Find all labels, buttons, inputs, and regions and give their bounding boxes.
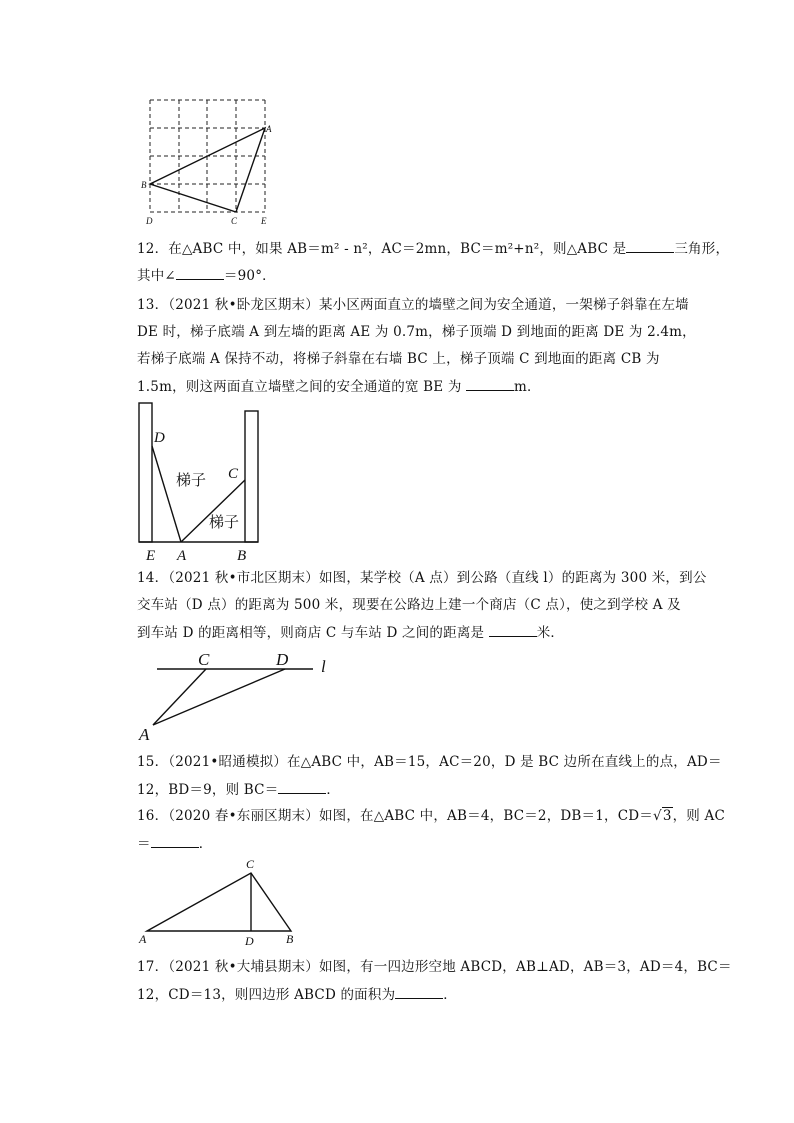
q13-text-4: 1.5m，则这两面直立墙壁之间的安全通道的宽 BE 为 xyxy=(137,379,462,395)
q14-text-1: 14．（2021 秋•市北区期末）如图，某学校（A 点）到公路（直线 l）的距离为 300 米，到公 xyxy=(137,570,707,586)
q16-text-2: ＝ xyxy=(137,836,151,852)
q16-answer-blank[interactable] xyxy=(151,833,199,848)
q16-line-2 xyxy=(137,833,697,854)
q17-text-1: 17．（2021 秋•大埔县期末）如图，有一四边形空地 ABCD，AB⊥AD，AB＝3，AD＝4，BC＝ xyxy=(137,959,732,975)
q17-answer-blank[interactable] xyxy=(395,984,443,999)
q13-text-1: 13．（2021 秋•卧龙区期末）某小区两面直立的墙壁之间为安全通道，一架梯子斜靠在左墙 xyxy=(137,297,689,313)
q12-line-1 xyxy=(137,238,730,259)
q13-text-3: 若梯子底端 A 保持不动，将梯子斜靠在右墙 BC 上，梯子顶端 C 到地面的距离 CB 为 xyxy=(137,351,660,367)
label-c: C xyxy=(231,216,238,226)
label-ladder-1: 梯子 xyxy=(176,471,207,489)
label-d: D xyxy=(154,430,165,446)
q15-line-1 xyxy=(137,752,722,772)
q13-text-4-end: m． xyxy=(514,379,541,395)
triangle-abc-figure xyxy=(135,855,305,950)
label-e: E xyxy=(261,216,267,226)
label-e: E xyxy=(146,548,156,564)
label-c: C xyxy=(198,650,210,669)
q13-line-4 xyxy=(137,376,697,397)
label-a: A xyxy=(177,548,187,564)
q13-text-2: DE 时，梯子底端 A 到左墙的距离 AE 为 0.7m，梯子顶端 D 到地面的距离 DE 为 2.4m， xyxy=(137,324,696,340)
right-wall xyxy=(245,411,258,542)
q16-text-1: 16．（2020 春•东丽区期末）如图，在△ABC 中，AB＝4，BC＝2，DB＝1，CD＝ xyxy=(137,808,653,824)
label-l: l xyxy=(321,657,326,676)
q15-text-2: 12，BD＝9，则 BC＝ xyxy=(137,782,279,798)
label-b: B xyxy=(141,180,147,190)
q13-answer-blank[interactable] xyxy=(466,376,514,391)
ladder-walls-figure xyxy=(135,400,275,565)
q14-line-2 xyxy=(137,595,697,615)
sqrt-three xyxy=(653,806,673,826)
ladder-left xyxy=(152,446,181,542)
q15-line-2 xyxy=(137,779,697,800)
label-c: C xyxy=(246,857,255,871)
segment-ac xyxy=(153,669,206,725)
q17-text-2-end: ． xyxy=(443,987,457,1003)
label-a: A xyxy=(139,725,150,744)
ladder-right xyxy=(181,480,245,542)
q14-text-3-end: 米． xyxy=(536,625,565,641)
label-a: A xyxy=(266,124,272,134)
label-b: B xyxy=(237,548,247,564)
q13-line-2 xyxy=(137,322,697,342)
grid-triangle-figure xyxy=(140,95,275,230)
q15-text-2-end: ． xyxy=(326,782,341,798)
q16-line-1 xyxy=(137,806,725,826)
sqrt-radicand: 3 xyxy=(662,808,672,824)
q17-text-2: 12，CD＝13，则四边形 ABCD 的面积为 xyxy=(137,987,396,1003)
q17-line-1 xyxy=(137,957,732,977)
q12-answer-blank-angle[interactable] xyxy=(176,265,224,280)
label-d: D xyxy=(146,216,153,226)
label-a: A xyxy=(139,932,147,946)
q12-line-2 xyxy=(137,265,697,286)
q14-text-2: 交车站（D 点）的距离为 500 米，现要在公路边上建一个商店（C 点），使之到学校 A 及 xyxy=(137,597,681,613)
q12-text-1-end: 三角形， xyxy=(674,241,730,257)
q12-text-1: 12．在△ABC 中，如果 AB＝m² - n²，AC＝2mn，BC＝m²+n²，则△ABC 是 xyxy=(137,241,627,257)
label-d: D xyxy=(245,934,254,948)
q14-text-3: 到车站 D 的距离相等，则商店 C 与车站 D 之间的距离是 xyxy=(137,625,485,641)
q12-answer-blank-type[interactable] xyxy=(626,238,674,253)
q12-text-2-end: ＝90°． xyxy=(223,268,276,284)
label-c: C xyxy=(228,466,239,482)
left-wall xyxy=(139,403,152,542)
q15-text-1: 15．（2021•昭通模拟）在△ABC 中，AB＝15，AC＝20，D 是 BC 边所在直线上的点，AD＝ xyxy=(137,754,722,770)
q14-answer-blank[interactable] xyxy=(489,622,537,637)
q16-text-1-end: ，则 AC xyxy=(672,808,725,824)
label-b: B xyxy=(286,932,294,946)
label-ladder-2: 梯子 xyxy=(209,513,240,531)
q14-line-3 xyxy=(137,622,697,643)
q13-line-3 xyxy=(137,349,697,369)
segment-ad xyxy=(153,669,285,725)
q12-text-2: 其中∠ xyxy=(137,268,176,284)
q16-text-2-end: ． xyxy=(198,836,213,852)
q14-line-1 xyxy=(137,568,707,588)
label-d: D xyxy=(276,650,289,669)
q17-line-2 xyxy=(137,984,697,1005)
q15-answer-blank[interactable] xyxy=(278,779,326,794)
sqrt-sign: √ xyxy=(653,808,662,824)
road-school-figure xyxy=(135,645,335,745)
triangle-abc xyxy=(147,873,291,931)
q13-line-1 xyxy=(137,295,697,315)
